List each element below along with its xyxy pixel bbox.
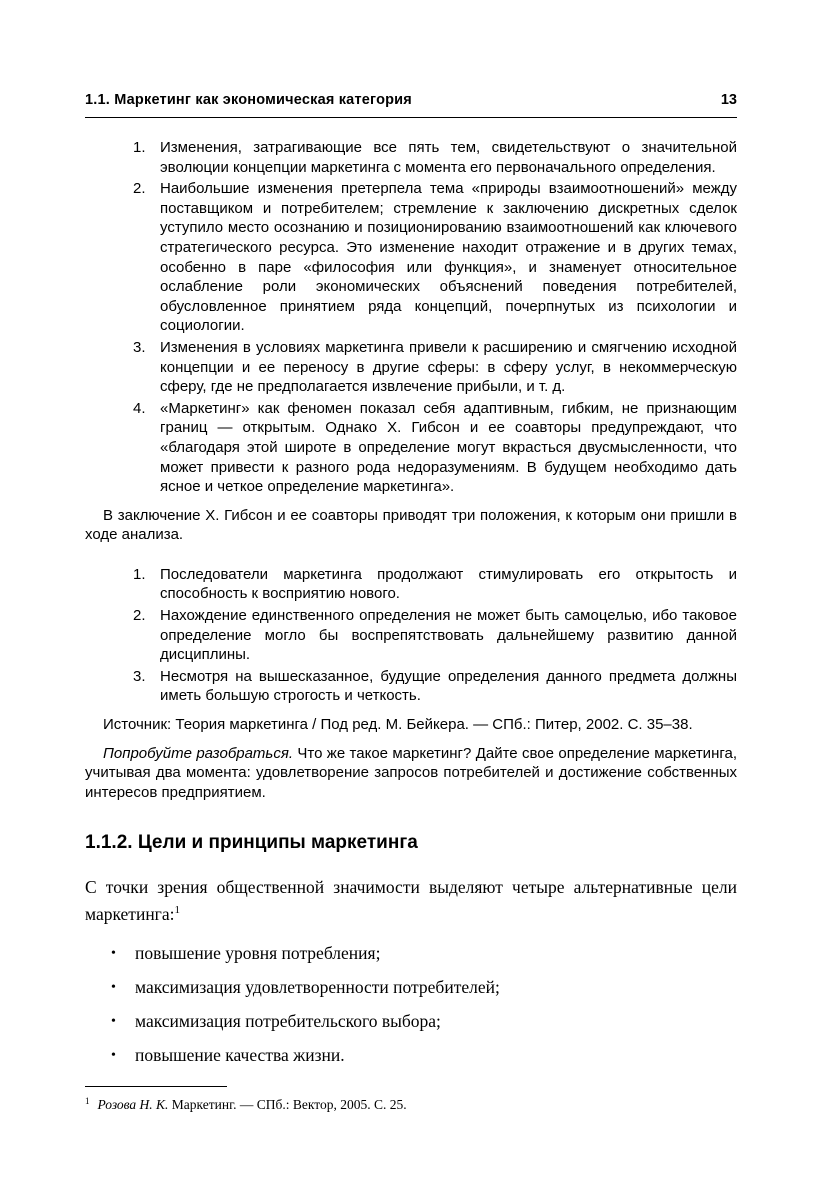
exercise-paragraph xyxy=(85,744,737,803)
list-item-1 xyxy=(133,138,737,177)
goal-text: повышение качества жизни. xyxy=(135,1045,345,1066)
goals-list xyxy=(111,942,737,1067)
bullet-icon: • xyxy=(111,946,116,962)
goal-item-2 xyxy=(111,976,737,999)
list-number: 4. xyxy=(133,399,146,417)
list-number: 2. xyxy=(133,607,146,625)
list-text: «Маркетинг» как феномен показал себя адаптивным, гибким, не признающим границ — открытым. Однако Х. Гибсон и ее соавторы предупреждают, что «благодаря этой широте в определение могут вкрасться двусмысленности, что может привести к разного рода недоразумениям. В будущем необходимо дать ясное и четкое определение маркетинга». xyxy=(160,399,737,496)
footnote-citation: Маркетинг. — СПб.: Вектор, 2005. С. 25. xyxy=(168,1097,407,1112)
list-text: Несмотря на вышесказанное, будущие определения данного предмета должны иметь большую строгость и четкость. xyxy=(160,667,737,705)
page-content xyxy=(85,92,737,1078)
evolution-list xyxy=(133,138,737,497)
conclusions-list xyxy=(133,565,737,706)
list-text: Нахождение единственного определения не может быть самоцелью, ибо таковое определение могло бы воспрепятствовать дальнейшему развитию данной дисциплины. xyxy=(160,607,737,664)
goal-text: максимизация удовлетворенности потребителей; xyxy=(135,977,500,998)
goal-item-1 xyxy=(111,942,737,965)
list-text: Последователи маркетинга продолжают стимулировать его открытость и способность к восприятию нового. xyxy=(160,565,737,603)
footnote-reference: 1 xyxy=(174,904,180,917)
exercise-lead: Попробуйте разобраться. xyxy=(103,744,294,762)
list-text: Наибольшие изменения претерпела тема «природы взаимоотношений» между поставщиком и потребителем; стремление к заключению дискретных сделок уступило место осознанию и позиционированию взаимоотношений как ключевого стратегического ресурса. Это изменение находит отражение и в других темах, особенно в паре «философия или функция», и знаменует относительное ослабление роли экономических объяснений поведения потребителей, обусловленное принятием ряда концепций, почерпнутых из психологии и социологии. xyxy=(160,180,737,335)
exercise-text: Что же такое маркетинг? Дайте свое определение маркетинга, учитывая два момента: удовлетворение запросов потребителей и достижение собственных интересов предприятием. xyxy=(85,744,737,801)
source-paragraph: Источник: Теория маркетинга / Под ред. М. Бейкера. — СПб.: Питер, 2002. С. 35–38. xyxy=(103,716,693,734)
footnote-block xyxy=(85,1086,737,1113)
footnote-author: Розова Н. К. xyxy=(97,1097,169,1112)
list-number: 1. xyxy=(133,139,146,156)
list-item-1 xyxy=(133,565,737,604)
list-item-3 xyxy=(133,667,737,706)
list-text: Изменения в условиях маркетинга привели к расширению и смягчению исходной концепции и ее переносу в другие сферы: в сферу услуг, в некоммерческую сферу, где не предполагается извлечение прибыли, и т. д. xyxy=(160,338,737,396)
running-head xyxy=(85,92,737,118)
bullet-icon: • xyxy=(111,1014,116,1030)
footnote-marker: 1 xyxy=(85,1095,90,1106)
bullet-icon: • xyxy=(111,980,116,996)
subsection-heading: 1.1.2. Цели и принципы маркетинга xyxy=(85,832,418,854)
page-number: 13 xyxy=(720,92,737,108)
footnote-rule xyxy=(85,1086,227,1087)
section-title: 1.1. Маркетинг как экономическая категория xyxy=(85,92,412,108)
goal-item-4 xyxy=(111,1044,737,1067)
list-number: 3. xyxy=(133,338,146,356)
list-number: 1. xyxy=(133,565,146,583)
goal-text: максимизация потребительского выбора; xyxy=(135,1011,441,1032)
list-number: 2. xyxy=(133,180,146,198)
list-text: Изменения, затрагивающие все пять тем, свидетельствуют о значительной эволюции концепции маркетинга с момента его первоначального определения. xyxy=(160,139,737,176)
list-item-2 xyxy=(133,179,737,336)
goal-item-3 xyxy=(111,1010,737,1033)
list-item-4 xyxy=(133,399,737,497)
list-item-3 xyxy=(133,338,737,397)
list-number: 3. xyxy=(133,667,146,685)
goals-intro-text: С точки зрения общественной значимости выделяют четыре альтернативные цели маркетинга: xyxy=(85,877,737,925)
list-item-2 xyxy=(133,606,737,665)
goal-text: повышение уровня потребления; xyxy=(135,943,381,964)
conclusion-paragraph: В заключение Х. Гибсон и ее соавторы приводят три положения, к которым они пришли в ходе анализа. xyxy=(85,506,737,544)
goals-intro-paragraph xyxy=(85,874,737,928)
bullet-icon: • xyxy=(111,1048,116,1064)
footnote-text xyxy=(85,1096,737,1113)
